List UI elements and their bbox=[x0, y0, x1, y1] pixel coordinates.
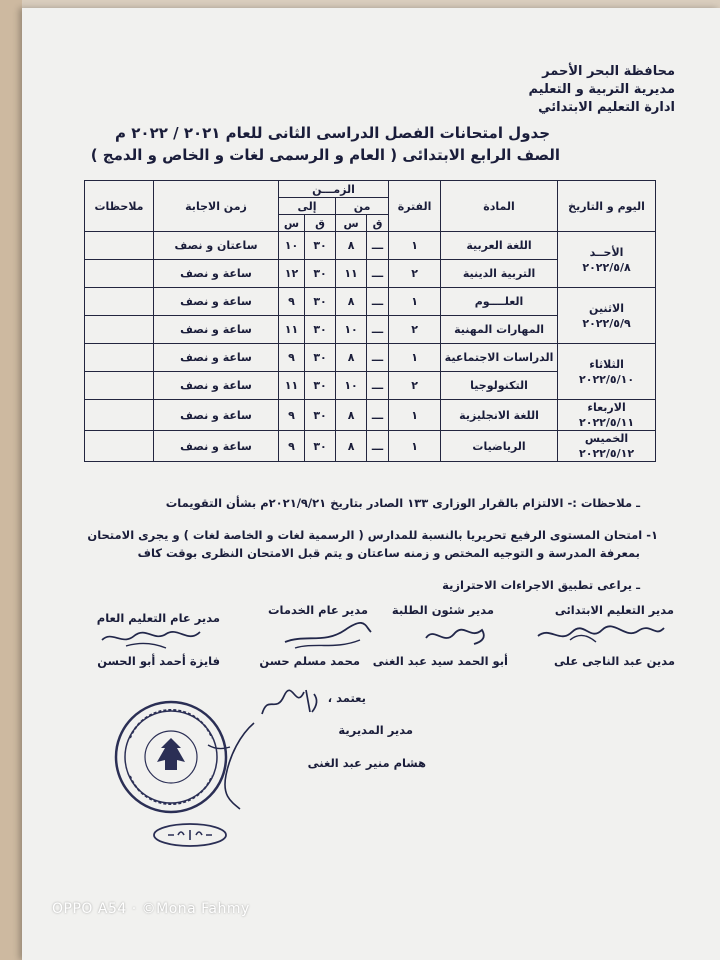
header-to: إلى bbox=[279, 198, 336, 215]
table-row bbox=[85, 400, 656, 431]
subject-cell: المهارات المهنية bbox=[441, 316, 558, 344]
subject-cell: اللغة العربية bbox=[441, 232, 558, 260]
day-name: الخميس bbox=[584, 432, 629, 445]
duration-cell: ساعة و نصف bbox=[154, 372, 279, 400]
period-cell: ٢ bbox=[389, 260, 441, 288]
subject-cell: الرياضيات bbox=[441, 431, 558, 462]
to-minutes-cell: ٣٠ bbox=[305, 288, 336, 316]
period-cell: ٢ bbox=[389, 372, 441, 400]
day-name: الثلاثاء bbox=[589, 357, 624, 371]
exam-date: ٢٠٢٢/٥/٨ bbox=[582, 260, 631, 274]
to-minutes-cell: ٣٠ bbox=[305, 232, 336, 260]
day-name: الاربعاء bbox=[587, 401, 626, 414]
to-minutes-cell: ٣٠ bbox=[305, 316, 336, 344]
day-name: الاثنين bbox=[589, 301, 625, 315]
from-hour-cell: ٨ bbox=[336, 232, 367, 260]
to-hour-cell: ١٢ bbox=[279, 260, 305, 288]
to-minutes-cell: ٣٠ bbox=[305, 400, 336, 431]
to-hour-cell: ٩ bbox=[279, 344, 305, 372]
notes-cell bbox=[85, 344, 154, 372]
stamp-number-oval bbox=[150, 820, 230, 850]
approval-label: يعتمد ، bbox=[327, 691, 366, 705]
to-hour-cell: ١١ bbox=[279, 372, 305, 400]
from-minutes-dash-cell: ـــ bbox=[367, 232, 389, 260]
sig-name-students: أبو الحمد سيد عبد الغنى bbox=[372, 654, 508, 668]
from-hour-cell: ٨ bbox=[336, 344, 367, 372]
from-hour-cell: ١٠ bbox=[336, 316, 367, 344]
sig-role-primary: مدير التعليم الابتدائى bbox=[554, 603, 674, 617]
from-minutes-dash-cell: ـــ bbox=[367, 288, 389, 316]
from-hour-cell: ١١ bbox=[336, 260, 367, 288]
duration-cell: ساعة و نصف bbox=[154, 288, 279, 316]
period-cell: ١ bbox=[389, 344, 441, 372]
approval-name: هشام منير عبد الغنى bbox=[307, 756, 426, 770]
note-item-1a: ١- امتحان المستوى الرفيع تحريريا بالنسبة للمدارس ( الرسمية لغات و الخاصة لغات ) و يجرى الامتحان bbox=[87, 528, 658, 542]
header-from-s: س bbox=[336, 215, 367, 232]
day-date-cell bbox=[558, 344, 656, 400]
exam-date: ٢٠٢٢/٥/١٢ bbox=[579, 447, 635, 460]
to-minutes-cell: ٣٠ bbox=[305, 431, 336, 462]
to-hour-cell: ١٠ bbox=[279, 232, 305, 260]
from-minutes-dash-cell: ـــ bbox=[367, 260, 389, 288]
notes-line bbox=[166, 496, 640, 510]
notes-cell bbox=[85, 232, 154, 260]
header-day-date: اليوم و التاريخ bbox=[558, 181, 656, 232]
header-duration: زمن الاجابة bbox=[154, 181, 279, 232]
day-date-cell bbox=[558, 431, 656, 462]
to-hour-cell: ٩ bbox=[279, 431, 305, 462]
sig-name-primary: مدين عبد الناجى على bbox=[553, 654, 675, 668]
signature-scribble-services bbox=[275, 620, 375, 654]
duration-cell: ساعة و نصف bbox=[154, 344, 279, 372]
notes-cell bbox=[85, 316, 154, 344]
subject-cell: اللغة الانجليزية bbox=[441, 400, 558, 431]
from-hour-cell: ٨ bbox=[336, 400, 367, 431]
table-row bbox=[85, 232, 656, 260]
duration-cell: ساعتان و نصف bbox=[154, 232, 279, 260]
document-title: جدول امتحانات الفصل الدراسى الثانى للعام ٢٠٢١ / ٢٠٢٢ م bbox=[115, 124, 550, 142]
header-subject: المادة bbox=[441, 181, 558, 232]
header-period: الفترة bbox=[389, 181, 441, 232]
from-minutes-dash-cell: ـــ bbox=[367, 316, 389, 344]
exam-date: ٢٠٢٢/٥/٩ bbox=[582, 316, 631, 330]
period-cell: ٢ bbox=[389, 316, 441, 344]
sig-name-services: محمد مسلم حسن bbox=[259, 654, 360, 668]
to-minutes-cell: ٣٠ bbox=[305, 344, 336, 372]
duration-cell: ساعة و نصف bbox=[154, 431, 279, 462]
duration-cell: ساعة و نصف bbox=[154, 260, 279, 288]
from-hour-cell: ٨ bbox=[336, 288, 367, 316]
header-to-q: ق bbox=[305, 215, 336, 232]
day-date-cell bbox=[558, 288, 656, 344]
to-hour-cell: ١١ bbox=[279, 316, 305, 344]
to-minutes-cell: ٣٠ bbox=[305, 260, 336, 288]
table-row bbox=[85, 344, 656, 372]
to-hour-cell: ٩ bbox=[279, 288, 305, 316]
from-minutes-dash-cell: ـــ bbox=[367, 431, 389, 462]
sig-role-general: مدير عام التعليم العام bbox=[96, 611, 220, 625]
notes-decree: الالتزام بالقرار الوزارى ١٣٣ الصادر بتاريخ ٢٠٢١/٩/٢١م بشأن التقويمات bbox=[165, 496, 564, 510]
background-edge bbox=[0, 0, 22, 960]
duration-cell: ساعة و نصف bbox=[154, 400, 279, 431]
approval-role: مدير المديرية bbox=[338, 723, 413, 737]
table-row bbox=[85, 431, 656, 462]
from-minutes-dash-cell: ـــ bbox=[367, 400, 389, 431]
header-notes: ملاحظات bbox=[85, 181, 154, 232]
to-minutes-cell: ٣٠ bbox=[305, 372, 336, 400]
day-date-cell bbox=[558, 232, 656, 288]
sig-role-services: مدير عام الخدمات bbox=[267, 603, 368, 617]
notes-cell bbox=[85, 400, 154, 431]
exam-date: ٢٠٢٢/٥/١١ bbox=[579, 416, 635, 429]
header-to-s: س bbox=[279, 215, 305, 232]
notes-cell bbox=[85, 431, 154, 462]
notes-label: ـ ملاحظات :- bbox=[567, 496, 640, 510]
header-from-q: ق bbox=[367, 215, 389, 232]
exam-date: ٢٠٢٢/٥/١٠ bbox=[579, 372, 635, 386]
note-item-1b: بمعرفة المدرسة و التوجيه المختص و زمنه ساعتان و يتم قبل الامتحان النظرى بوقت كاف bbox=[137, 546, 640, 560]
period-cell: ١ bbox=[389, 400, 441, 431]
exam-schedule-table bbox=[84, 180, 656, 462]
subject-cell: الدراسات الاجتماعية bbox=[441, 344, 558, 372]
header-from: من bbox=[336, 198, 389, 215]
subject-cell: العلــــوم bbox=[441, 288, 558, 316]
official-seal-stamp bbox=[112, 698, 230, 816]
from-hour-cell: ١٠ bbox=[336, 372, 367, 400]
from-hour-cell: ٨ bbox=[336, 431, 367, 462]
period-cell: ١ bbox=[389, 431, 441, 462]
signature-scribble-primary bbox=[530, 622, 670, 648]
period-cell: ١ bbox=[389, 288, 441, 316]
camera-watermark: OPPO A54 · ©Mona Fahmy bbox=[52, 901, 250, 917]
sig-role-students: مدير شئون الطلبة bbox=[391, 603, 494, 617]
signature-scribble-general bbox=[96, 624, 206, 652]
note-item-2: ـ يراعى تطبيق الاجراءات الاحترازية bbox=[442, 578, 640, 592]
notes-cell bbox=[85, 260, 154, 288]
duration-cell: ساعة و نصف bbox=[154, 316, 279, 344]
signature-scribble-students bbox=[420, 622, 500, 648]
notes-cell bbox=[85, 288, 154, 316]
header-department: ادارة التعليم الابتدائي bbox=[538, 100, 675, 115]
subject-cell: التربية الدينية bbox=[441, 260, 558, 288]
subject-cell: التكنولوجيا bbox=[441, 372, 558, 400]
table-row bbox=[85, 288, 656, 316]
signature-scribble-director bbox=[256, 684, 326, 724]
from-minutes-dash-cell: ـــ bbox=[367, 344, 389, 372]
header-directorate: مديرية التربية و التعليم bbox=[528, 82, 675, 97]
to-hour-cell: ٩ bbox=[279, 400, 305, 431]
sig-name-general: فايزة أحمد أبو الحسن bbox=[97, 654, 220, 668]
header-time: الزمـــن bbox=[279, 181, 389, 198]
header-governorate: محافظة البحر الأحمر bbox=[542, 64, 675, 79]
from-minutes-dash-cell: ـــ bbox=[367, 372, 389, 400]
day-date-cell bbox=[558, 400, 656, 431]
period-cell: ١ bbox=[389, 232, 441, 260]
day-name: الأحــد bbox=[589, 245, 624, 259]
notes-cell bbox=[85, 372, 154, 400]
document-subtitle: الصف الرابع الابتدائى ( العام و الرسمى لغات و الخاص و الدمج ) bbox=[90, 146, 560, 164]
